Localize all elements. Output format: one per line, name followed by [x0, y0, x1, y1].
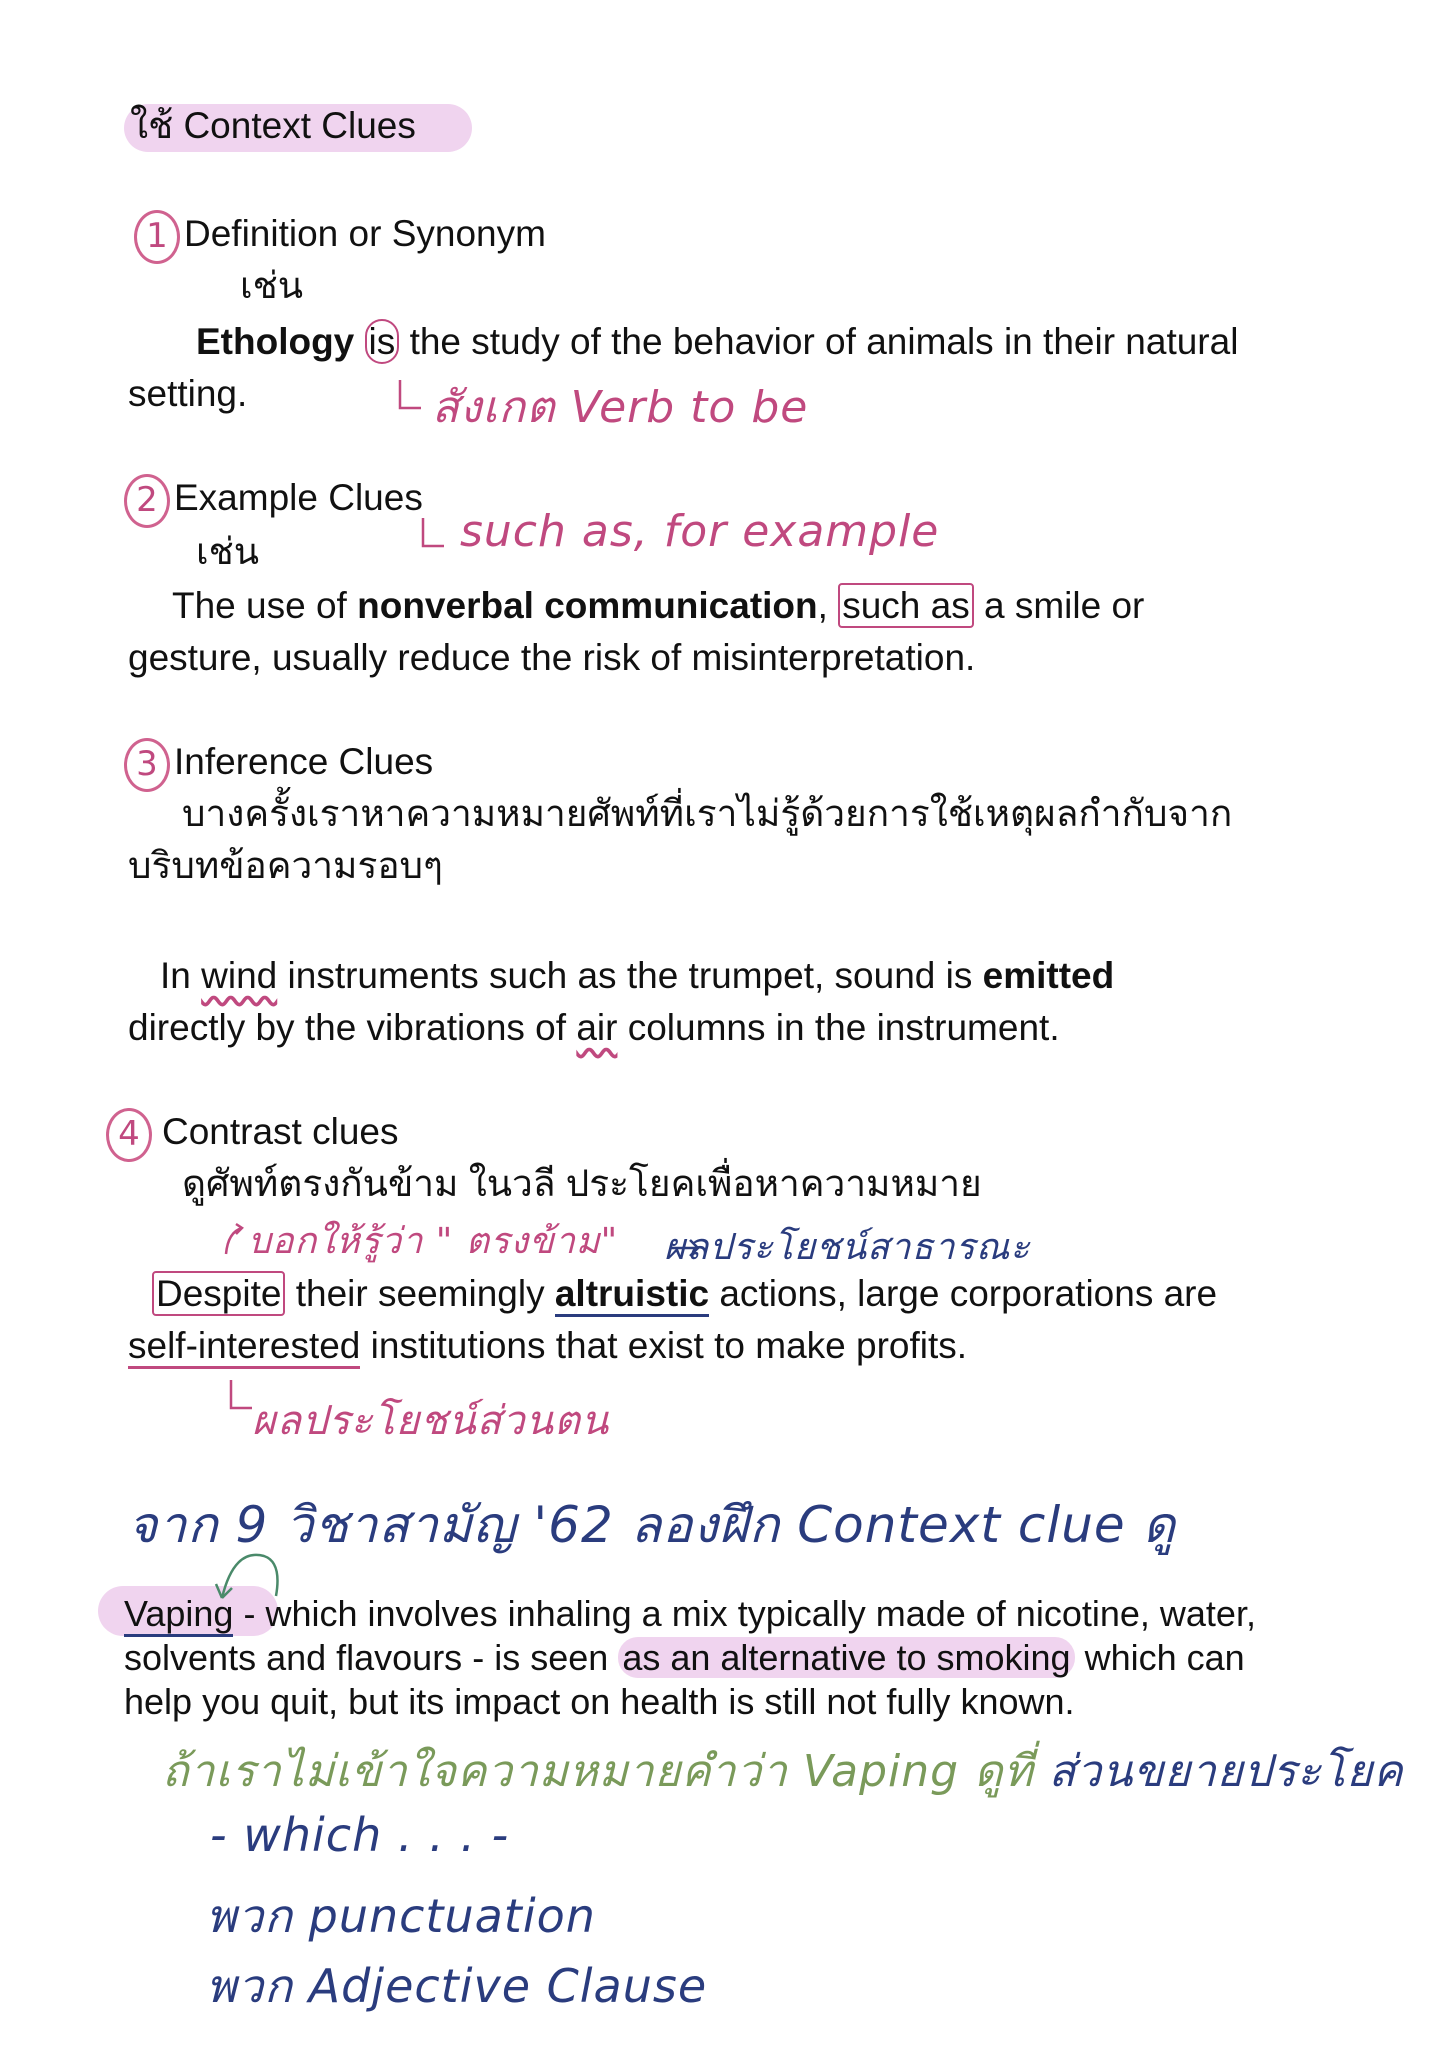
note-self-interest: ผลประโยชน์ส่วนตน: [252, 1398, 610, 1444]
note-contrast: บอกให้รู้ว่า " ตรงข้าม": [248, 1221, 619, 1262]
contrast-desc: ดูศัพท์ตรงกันข้าม ในวลี ประโยคเพื่อหาความหมาย: [182, 1163, 982, 1204]
practice-text-line2-post: is seen: [494, 1637, 609, 1678]
practice-text-line2-pre: solvents and flavours: [124, 1637, 463, 1678]
note-public-interest: ผลประโยชน์สาธารณะ: [664, 1227, 1031, 1268]
note-arrow-contrast: [222, 1222, 246, 1256]
comma: ,: [817, 585, 828, 626]
inference-text-pre: In: [160, 955, 191, 996]
section-number-1: 1: [134, 210, 180, 264]
example-text-pre: The use of: [172, 585, 347, 626]
note-vaping-main: [162, 1736, 1404, 1806]
practice-text-line1: which involves inhaling a mix typically made of nicotine, water,: [265, 1593, 1256, 1634]
term-nonverbal: nonverbal communication: [357, 585, 818, 626]
note-which: - which . . . -: [210, 1808, 510, 1862]
inference-sentence-line2: [128, 1006, 1060, 1050]
note-arrow-public: [668, 1234, 708, 1254]
inference-text-line2-pre: directly by the vibrations of: [128, 1007, 567, 1048]
section-number-4: 4: [106, 1108, 152, 1162]
note-arrow-1: [395, 378, 425, 414]
section-heading-definition: Definition or Synonym: [184, 213, 546, 254]
contrast-text-post: actions, large corporations are: [719, 1273, 1218, 1314]
term-altruistic: altruistic: [555, 1273, 709, 1317]
inference-text-mid: instruments such as the trumpet, sound is: [287, 955, 973, 996]
example-text-post: a smile or: [984, 585, 1145, 626]
term-emitted: emitted: [982, 955, 1115, 996]
definition-text: the study of the behavior of animals in their natural: [409, 321, 1239, 362]
contrast-sentence-line1: [152, 1272, 1217, 1316]
inference-text-line2-post: columns in the instrument.: [627, 1007, 1060, 1048]
contrast-text-pre: their seemingly: [295, 1273, 545, 1314]
note-vaping-green: ถ้าเราไม่เข้าใจความหมายคำว่า Vaping ดูที่: [162, 1746, 1034, 1797]
section-heading-inference: Inference Clues: [174, 741, 434, 782]
practice-heading: จาก 9 วิชาสามัญ '62 ลองฝึก Context clue ดู: [128, 1496, 1177, 1554]
verb-to-be-circled: is: [365, 319, 400, 364]
note-adjective-clause: พวก Adjective Clause: [206, 1959, 708, 2013]
page-title: ใช้ Context Clues: [130, 105, 416, 146]
section-heading-example: Example Clues: [174, 477, 423, 518]
example-sentence-line1: [172, 584, 1144, 628]
practice-line2: [124, 1636, 1245, 1679]
example-label: เช่น: [240, 265, 304, 306]
note-verb-to-be: สังเกต Verb to be: [432, 382, 809, 433]
note-such-as: such as, for example: [460, 506, 940, 557]
note-punctuation: พวก punctuation: [206, 1889, 596, 1943]
dash-open: -: [243, 1593, 256, 1634]
practice-line3: help you quit, but its impact on health is still not fully known.: [124, 1681, 1075, 1722]
section-number-3: 3: [124, 738, 170, 792]
section-heading-contrast: Contrast clues: [162, 1111, 399, 1152]
practice-line1: [124, 1592, 1256, 1635]
word-wind: wind: [201, 955, 278, 996]
inference-sentence-line1: [160, 954, 1114, 998]
term-self-interested: self-interested: [128, 1325, 360, 1369]
such-as-boxed: such as: [838, 583, 974, 628]
word-air: air: [576, 1007, 618, 1048]
despite-boxed: Despite: [152, 1271, 285, 1316]
note-arrow-2: [418, 516, 448, 552]
contrast-text-line2: institutions that exist to make profits.: [370, 1325, 968, 1366]
contrast-sentence-line2: [128, 1324, 967, 1368]
term-vaping: Vaping: [124, 1593, 233, 1637]
definition-sentence-line2: setting.: [128, 373, 248, 414]
definition-sentence-line1: [196, 320, 1238, 364]
dash-close: -: [472, 1637, 485, 1678]
inference-desc-line1: บางครั้งเราหาความหมายศัพท์ที่เราไม่รู้ด้วยการใช้เหตุผลกำกับจาก: [182, 793, 1233, 834]
inference-desc-line2: บริบทข้อความรอบๆ: [128, 845, 443, 886]
alternative-highlight: as an alternative to smoking: [618, 1637, 1074, 1678]
example-label-2: เช่น: [196, 531, 260, 572]
note-vaping-blue: ส่วนขยายประโยค: [1048, 1746, 1404, 1797]
practice-text-line2-end: which can: [1084, 1637, 1245, 1678]
example-sentence-line2: gesture, usually reduce the risk of misinterpretation.: [128, 637, 976, 678]
section-number-2: 2: [124, 474, 170, 528]
term-ethology: Ethology: [196, 321, 355, 362]
